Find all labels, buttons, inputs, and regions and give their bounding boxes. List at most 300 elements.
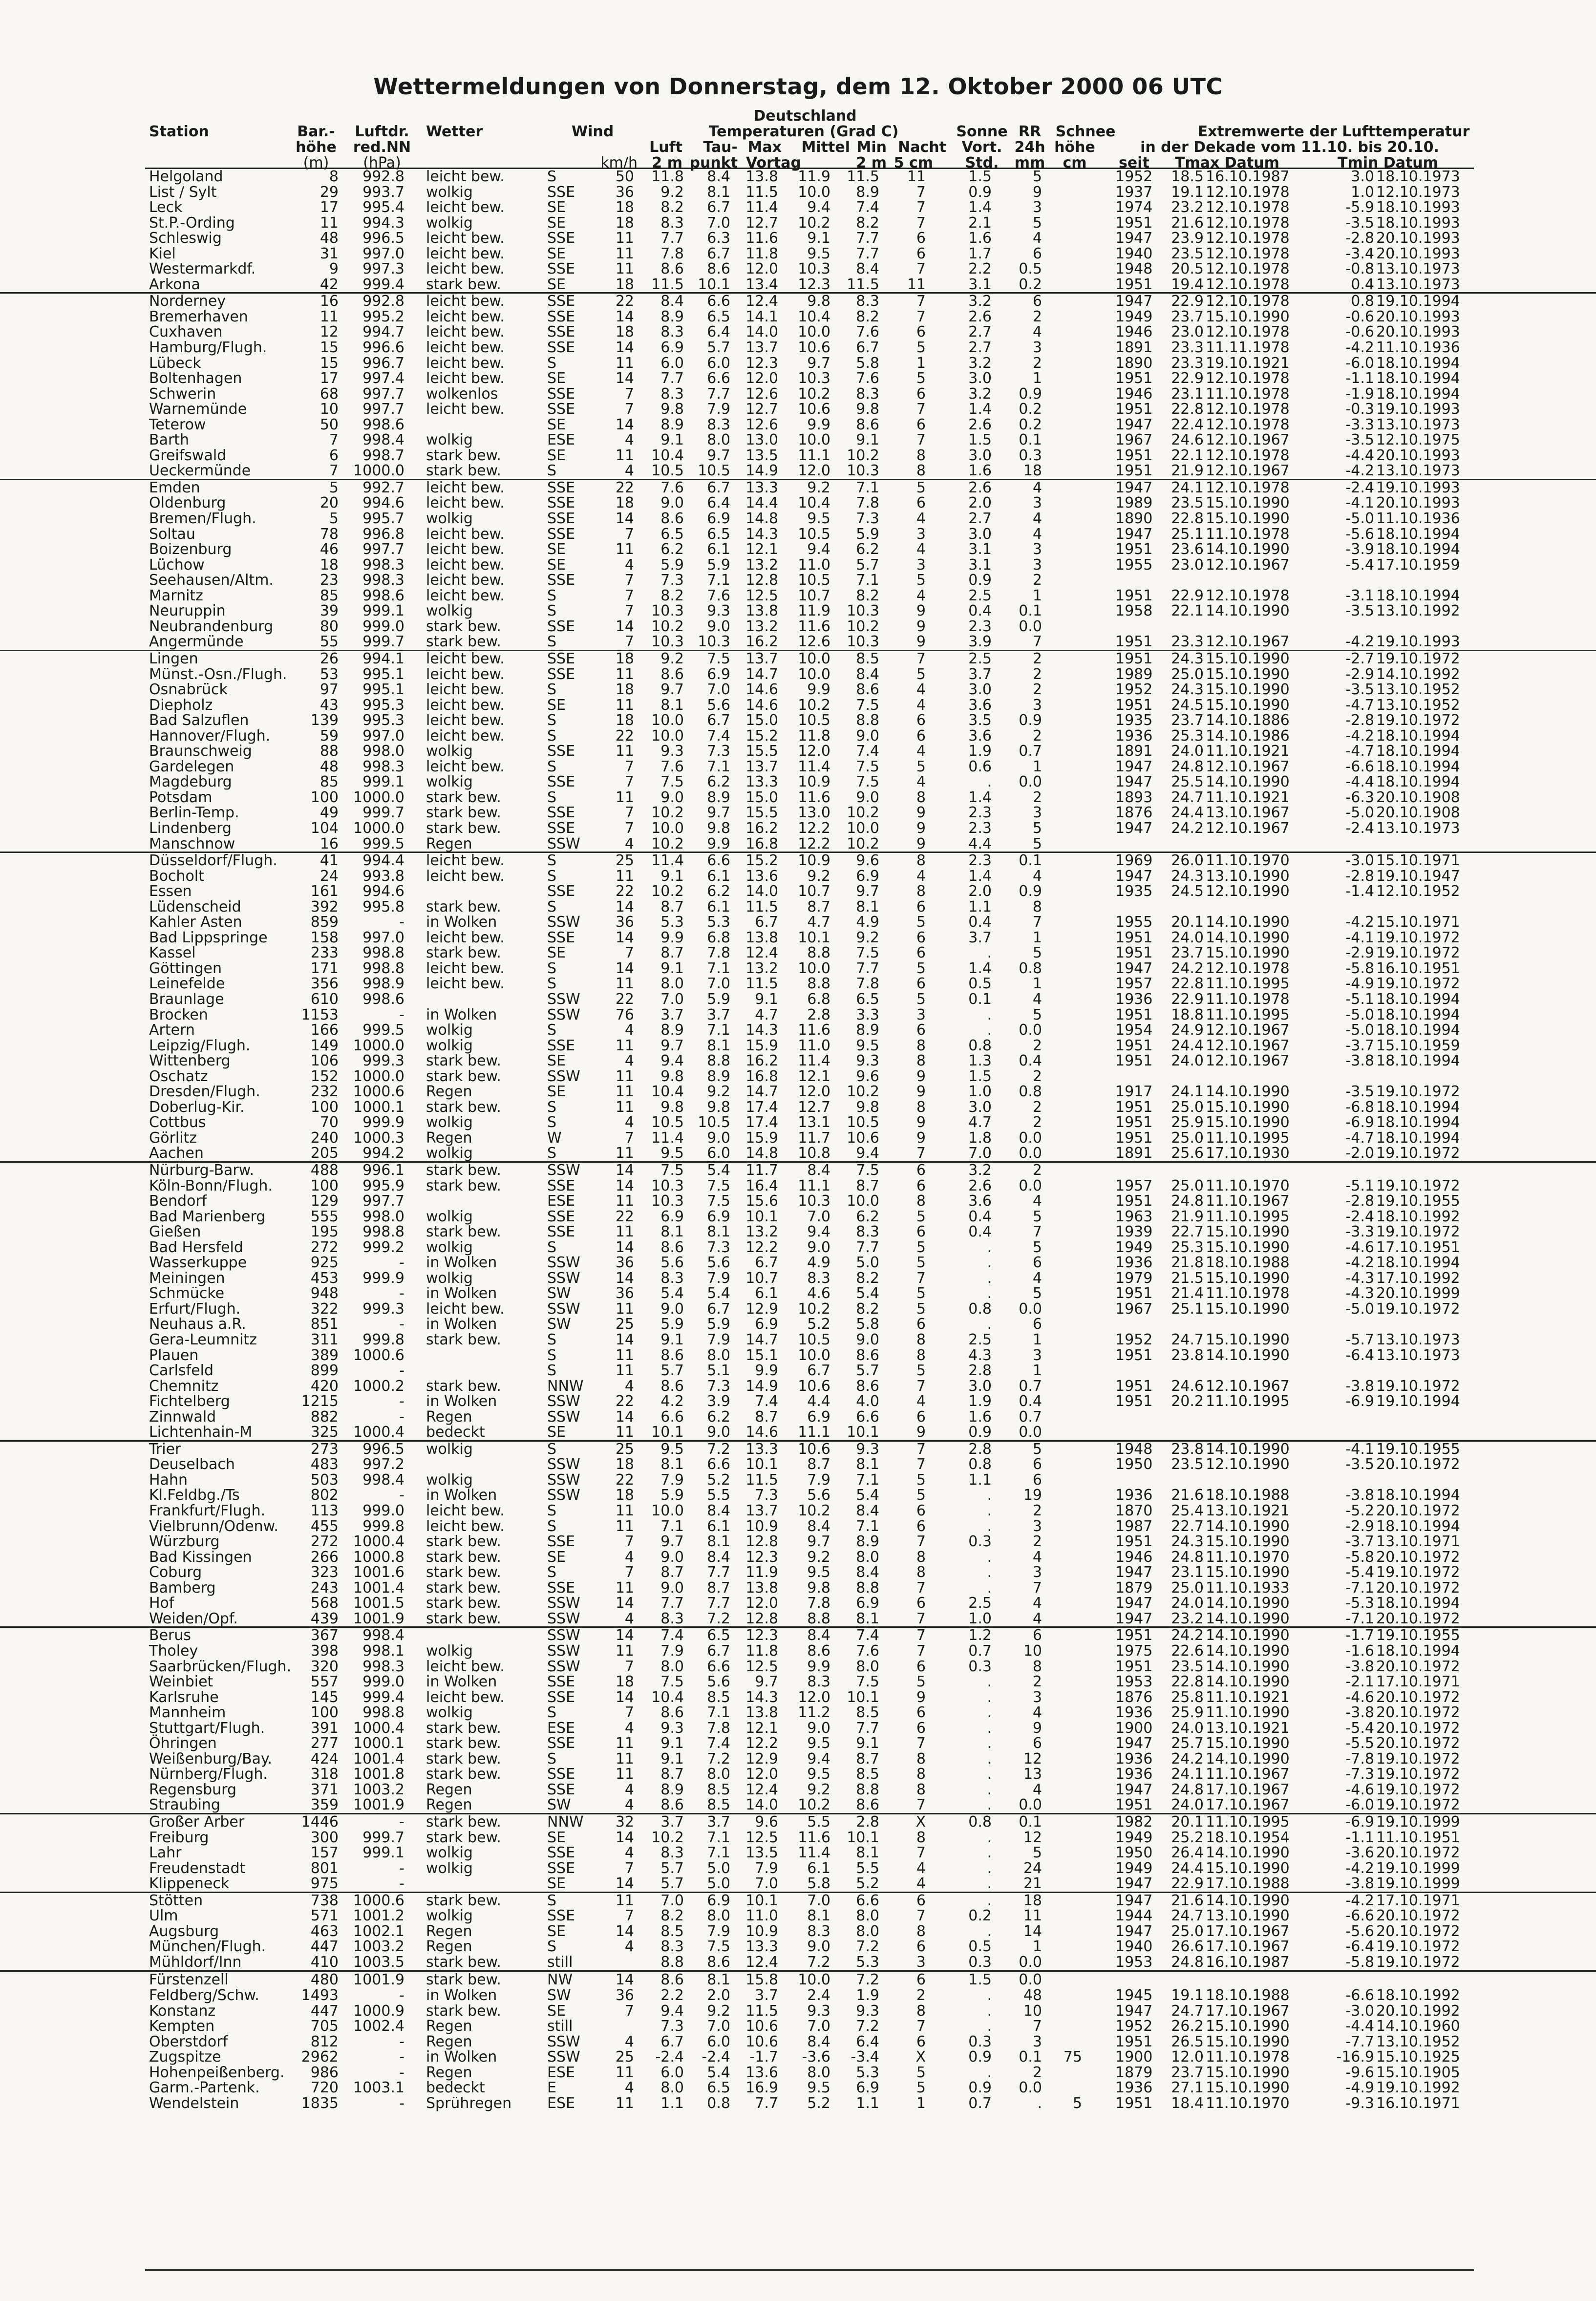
night-5cm: 4 (916, 696, 926, 714)
tmin-date: 20.10.1908 (1376, 788, 1460, 806)
station-row (0, 1240, 1596, 1256)
record-since: 1950 (1115, 1844, 1153, 1862)
tmax-value: 27.1 (1171, 2079, 1204, 2097)
sunshine: 4.3 (968, 1346, 992, 1364)
tmax-value: 23.7 (1171, 944, 1204, 962)
sunshine: . (987, 1922, 992, 1940)
mean-temp: 7.0 (807, 1208, 830, 1225)
tmin-date: 18.10.1994 (1376, 385, 1460, 403)
night-5cm: 7 (916, 293, 926, 310)
max-temp: 13.8 (745, 602, 778, 620)
tmin-date: 18.10.1994 (1376, 1595, 1460, 1612)
tmin-value: -2.9 (1345, 944, 1374, 962)
header-tmax: Tmax Datum (1175, 154, 1279, 171)
wind-speed: 14 (615, 1922, 634, 1940)
barometer-height: 243 (310, 1579, 339, 1597)
pressure: 997.0 (362, 727, 404, 745)
wind-direction: SSE (547, 929, 575, 946)
tmax-date: 14.10.1990 (1206, 1083, 1290, 1101)
record-since: 1951 (1115, 1129, 1153, 1147)
precipitation: 3 (1032, 1564, 1042, 1581)
station-name: Meiningen (149, 1269, 225, 1287)
tmax-date: 14.10.1990 (1206, 1892, 1290, 1909)
wind-speed: 7 (624, 819, 634, 837)
air-temp: 7.5 (660, 1673, 684, 1691)
station-name: Braunschweig (149, 743, 252, 760)
tmin-value: -4.9 (1345, 975, 1374, 993)
air-temp: 8.9 (660, 416, 684, 433)
weather: in Wolken (426, 1673, 497, 1691)
wind-speed: 14 (615, 339, 634, 357)
station-row (0, 2019, 1596, 2034)
station-name: Garm.-Partenk. (149, 2079, 260, 2097)
sunshine: 3.5 (968, 712, 992, 729)
max-temp: 11.0 (745, 1907, 778, 1925)
pressure: 999.9 (362, 1269, 404, 1287)
record-since: 1900 (1115, 2048, 1153, 2066)
sunshine: 2.6 (968, 308, 992, 325)
sunshine: . (987, 1859, 992, 1877)
night-5cm: 5 (916, 2079, 926, 2097)
night-5cm: 5 (916, 959, 926, 977)
pressure: 992.7 (362, 479, 404, 496)
air-temp: 9.1 (660, 959, 684, 977)
tmax-date: 12.10.1978 (1206, 183, 1290, 201)
tmin-date: 18.10.1994 (1376, 541, 1460, 558)
barometer-height: 166 (310, 1022, 339, 1039)
tmax-value: 21.5 (1171, 1269, 1204, 1287)
max-temp: 12.0 (745, 260, 778, 278)
barometer-height: 318 (310, 1766, 339, 1783)
station-row (0, 1611, 1596, 1627)
min-temp: 7.6 (856, 323, 879, 341)
tmax-value: 22.1 (1171, 602, 1204, 620)
tmin-date: 15.10.1971 (1376, 914, 1460, 931)
wind-speed: 11 (615, 1750, 634, 1768)
barometer-height: 439 (310, 1610, 339, 1627)
sunshine: 0.7 (968, 2094, 992, 2112)
mean-temp: 12.2 (798, 835, 830, 852)
mean-temp: 9.1 (807, 230, 830, 247)
barometer-height: 9 (329, 260, 339, 278)
dew-point: 8.5 (707, 1781, 730, 1798)
tmin-value: -4.4 (1345, 447, 1374, 464)
barometer-height: 371 (310, 1781, 339, 1798)
weather: stark bew. (426, 1331, 501, 1349)
tmax-value: 22.7 (1171, 1223, 1204, 1241)
min-temp: 1.9 (856, 1986, 879, 2004)
precipitation: 2 (1032, 1162, 1042, 1179)
night-5cm: 9 (916, 835, 926, 852)
air-temp: 9.7 (660, 681, 684, 699)
weather: stark bew. (426, 447, 501, 464)
max-temp: 11.9 (745, 1564, 778, 1581)
sunshine: 2.8 (968, 1440, 992, 1458)
min-temp: 9.0 (856, 1331, 879, 1349)
barometer-height: 16 (319, 835, 339, 852)
tmax-value: 23.2 (1171, 1610, 1204, 1627)
tmin-date: 20.10.1972 (1376, 1658, 1460, 1675)
pressure: 999.1 (362, 773, 404, 791)
sunshine: . (987, 1487, 992, 1504)
precipitation: 48 (1023, 1986, 1042, 2004)
min-temp: 7.4 (856, 199, 879, 216)
sunshine: . (987, 1269, 992, 1287)
pressure: 999.0 (362, 1673, 404, 1691)
tmin-date: 16.10.1951 (1376, 959, 1460, 977)
wind-direction: S (547, 1892, 557, 1909)
air-temp: 10.2 (651, 883, 684, 900)
air-temp: 3.7 (660, 1813, 684, 1831)
dew-point: 10.5 (698, 1114, 730, 1131)
dew-point: 8.4 (707, 1502, 730, 1520)
min-temp: 10.1 (847, 1424, 879, 1441)
night-5cm: 8 (916, 788, 926, 806)
snow-height: 5 (1072, 2094, 1082, 2112)
precipitation: 5 (1032, 1440, 1042, 1458)
dew-point: 8.3 (707, 416, 730, 433)
tmin-date: 19.10.1972 (1376, 1145, 1460, 1162)
station-name: Karlsruhe (149, 1688, 219, 1706)
tmax-value: 22.9 (1171, 990, 1204, 1008)
tmin-value: -5.8 (1345, 1953, 1374, 1971)
wind-direction: SSE (547, 1579, 575, 1597)
precipitation: 5 (1032, 819, 1042, 837)
wind-direction: SSE (547, 510, 575, 528)
pressure: 997.4 (362, 370, 404, 387)
wind-speed: 11 (615, 245, 634, 262)
max-temp: 16.8 (745, 1067, 778, 1085)
tmax-value: 18.5 (1171, 168, 1204, 185)
min-temp: 10.1 (847, 1688, 879, 1706)
tmax-date: 12.10.1978 (1206, 323, 1290, 341)
station-row (0, 1534, 1596, 1550)
precipitation: 2 (1032, 788, 1042, 806)
header-tau-2: punkt (689, 154, 738, 171)
mean-temp: 11.6 (798, 788, 830, 806)
tmin-date: 19.10.1999 (1376, 1813, 1460, 1831)
mean-temp: 10.4 (798, 494, 830, 512)
weather: Regen (426, 2033, 472, 2050)
pressure: 998.7 (362, 447, 404, 464)
tmax-date: 14.10.1886 (1206, 712, 1290, 729)
header-tmin: Tmin Datum (1338, 154, 1438, 171)
tmax-value: 23.5 (1171, 245, 1204, 262)
sunshine: . (987, 1875, 992, 1893)
station-name: Freudenstadt (149, 1859, 246, 1877)
mean-temp: 2.4 (807, 1986, 830, 2004)
weather: leicht bew. (426, 556, 505, 574)
sunshine: 2.3 (968, 618, 992, 635)
barometer-height: 171 (310, 959, 339, 977)
tmax-value: 25.1 (1171, 525, 1204, 543)
tmax-value: 24.8 (1171, 1193, 1204, 1210)
dew-point: 6.7 (707, 1642, 730, 1660)
dew-point: 6.7 (707, 712, 730, 729)
max-temp: 17.4 (745, 1098, 778, 1116)
station-row (0, 1053, 1596, 1069)
air-temp: 7.3 (660, 2018, 684, 2035)
wind-speed: 7 (624, 944, 634, 962)
wind-direction: SSW (547, 1254, 580, 1272)
wind-direction: SE (547, 416, 566, 433)
barometer-height: 78 (319, 525, 339, 543)
wind-direction: SE (547, 556, 566, 574)
tmax-value: 24.5 (1171, 696, 1204, 714)
min-temp: 8.9 (856, 1533, 879, 1551)
sunshine: . (987, 1238, 992, 1256)
air-temp: 5.4 (660, 1285, 684, 1302)
wind-speed: 14 (615, 1875, 634, 1893)
station-row (0, 1659, 1596, 1675)
wind-direction: SSW (547, 914, 580, 931)
dew-point: 7.1 (707, 1844, 730, 1862)
night-5cm: 7 (916, 1907, 926, 1925)
tmax-date: 14.10.1990 (1206, 773, 1290, 791)
mean-temp: 10.6 (798, 1440, 830, 1458)
tmin-date: 20.10.1972 (1376, 1922, 1460, 1940)
weather: stark bew. (426, 1548, 501, 1566)
tmax-date: 11.10.1921 (1206, 743, 1290, 760)
station-row (0, 1224, 1596, 1240)
record-since: 1879 (1115, 1579, 1153, 1597)
station-row (0, 261, 1596, 277)
max-temp: 16.2 (745, 819, 778, 837)
weather: wolkig (426, 1907, 473, 1925)
station-name: Nürnberg/Flugh. (149, 1766, 268, 1783)
pressure: - (399, 1316, 404, 1333)
wind-direction: NNW (547, 1813, 584, 1831)
tmin-date: 18.10.1994 (1376, 370, 1460, 387)
tmin-value: -0.3 (1345, 401, 1374, 418)
wind-direction: SSW (547, 2033, 580, 2050)
dew-point: 8.4 (707, 168, 730, 185)
station-row (0, 1797, 1596, 1813)
station-name: Lüdenscheid (149, 898, 241, 916)
tmax-value: 24.8 (1171, 1953, 1204, 1971)
night-5cm: 5 (916, 1471, 926, 1489)
weather: wolkig (426, 1208, 473, 1225)
wind-speed: 36 (615, 1986, 634, 2004)
tmax-date: 14.10.1986 (1206, 727, 1290, 745)
mean-temp: 9.5 (807, 2079, 830, 2097)
tmax-value: 23.8 (1171, 1346, 1204, 1364)
night-5cm: 7 (916, 1610, 926, 1627)
night-5cm: 4 (916, 541, 926, 558)
tmin-date: 20.10.1972 (1376, 1704, 1460, 1722)
tmax-date: 12.10.1967 (1206, 462, 1290, 480)
precipitation: 1 (1032, 370, 1042, 387)
wind-direction: SSE (547, 260, 575, 278)
station-name: Mannheim (149, 1704, 226, 1722)
barometer-height: 12 (319, 323, 339, 341)
station-row (0, 1861, 1596, 1876)
wind-speed: 11 (615, 354, 634, 372)
air-temp: 5.9 (660, 1487, 684, 1504)
wind-speed: 11 (615, 1098, 634, 1116)
mean-temp: 11.4 (798, 758, 830, 775)
pressure: 1000.2 (353, 1377, 404, 1395)
tmin-value: -5.4 (1345, 1719, 1374, 1737)
station-row (0, 698, 1596, 713)
station-name: Weißenburg/Bay. (149, 1750, 273, 1768)
barometer-height: 488 (310, 1162, 339, 1179)
tmax-value: 23.5 (1171, 1658, 1204, 1675)
precipitation: 18 (1023, 462, 1042, 480)
tmax-date: 14.10.1990 (1206, 1627, 1290, 1644)
pressure: 1001.8 (353, 1766, 404, 1783)
record-since: 1947 (1115, 1892, 1153, 1909)
wind-speed: 7 (624, 385, 634, 403)
dew-point: 6.7 (707, 245, 730, 262)
dew-point: 6.0 (707, 354, 730, 372)
min-temp: 9.0 (856, 727, 879, 745)
night-5cm: 3 (916, 556, 926, 574)
night-5cm: 4 (916, 587, 926, 604)
wind-direction: SSE (547, 479, 575, 496)
mean-temp: 8.6 (807, 1642, 830, 1660)
tmax-value: 26.0 (1171, 852, 1204, 870)
station-row (0, 884, 1596, 899)
weather: leicht bew. (426, 975, 505, 993)
max-temp: 12.6 (745, 416, 778, 433)
tmin-value: -6.8 (1345, 1098, 1374, 1116)
wind-direction: still (547, 1953, 573, 1971)
tmin-value: -3.0 (1345, 2002, 1374, 2020)
barometer-height: 300 (310, 1829, 339, 1846)
precipitation: 3 (1032, 339, 1042, 357)
barometer-height: 113 (310, 1502, 339, 1520)
header-sonne-2: Vort. (961, 139, 1002, 156)
header-temp-group: Temperaturen (Grad C) (708, 123, 899, 140)
mean-temp: 7.0 (807, 1892, 830, 1909)
tmax-value: 19.1 (1171, 1986, 1204, 2004)
weather: Regen (426, 1781, 472, 1798)
header-max-1: Max (747, 139, 782, 156)
station-row (0, 1767, 1596, 1782)
dew-point: 6.6 (707, 293, 730, 310)
record-since: 1957 (1115, 1177, 1153, 1194)
dew-point: 8.0 (707, 431, 730, 449)
tmin-value: -1.1 (1345, 1829, 1374, 1846)
mean-temp: 9.2 (807, 1781, 830, 1798)
pressure: 999.4 (362, 1688, 404, 1706)
min-temp: 6.4 (856, 2033, 879, 2050)
sunshine: . (987, 1517, 992, 1535)
precipitation: 2 (1032, 727, 1042, 745)
wind-direction: SSW (547, 1456, 580, 1473)
station-name: Erfurt/Flugh. (149, 1300, 241, 1318)
precipitation: 10 (1023, 1642, 1042, 1660)
tmin-value: -5.0 (1345, 804, 1374, 822)
wind-direction: S (547, 852, 557, 870)
tmin-date: 19.10.1972 (1376, 929, 1460, 946)
tmax-date: 15.10.1990 (1206, 494, 1290, 512)
dew-point: 7.9 (707, 401, 730, 418)
barometer-height: 1215 (301, 1393, 339, 1410)
barometer-height: 356 (310, 975, 339, 993)
barometer-height: 986 (310, 2064, 339, 2081)
tmax-date: 18.10.1988 (1206, 1986, 1290, 2004)
wind-direction: SSE (547, 1844, 575, 1862)
wind-direction: S (547, 867, 557, 885)
min-temp: 8.1 (856, 1844, 879, 1862)
tmin-date: 19.10.1972 (1376, 712, 1460, 729)
tmin-date: 19.10.1972 (1376, 1938, 1460, 1956)
night-5cm: 4 (916, 510, 926, 528)
station-name: Manschnow (149, 835, 235, 852)
weather: stark bew. (426, 1223, 501, 1241)
pressure: - (399, 1487, 404, 1504)
pressure: 998.9 (362, 975, 404, 993)
pressure: - (399, 2033, 404, 2050)
air-temp: 7.8 (660, 245, 684, 262)
tmax-date: 15.10.1990 (1206, 1331, 1290, 1349)
header-schnee-2: höhe (1054, 139, 1095, 156)
night-5cm: 6 (916, 1704, 926, 1722)
mean-temp: 5.2 (807, 2094, 830, 2112)
station-name: Bremerhaven (149, 308, 248, 325)
header-extrem-1: Extremwerte der Lufttemperatur (1197, 123, 1470, 140)
precipitation: 2 (1032, 681, 1042, 699)
station-name: Kempten (149, 2018, 215, 2035)
tmin-date: 20.10.1993 (1376, 494, 1460, 512)
sunshine: . (987, 1796, 992, 1814)
precipitation: 5 (1032, 1208, 1042, 1225)
max-temp: 13.3 (745, 773, 778, 791)
night-5cm: 6 (916, 1517, 926, 1535)
sunshine: 0.4 (968, 914, 992, 931)
tmax-value: 24.7 (1171, 1331, 1204, 1349)
tmin-date: 19.10.1972 (1376, 1177, 1460, 1194)
precipitation: 6 (1032, 1254, 1042, 1272)
tmax-value: 23.6 (1171, 541, 1204, 558)
min-temp: 5.3 (856, 2064, 879, 2081)
pressure: 995.4 (362, 199, 404, 216)
max-temp: 12.3 (745, 1627, 778, 1644)
wind-speed: 18 (615, 276, 634, 293)
tmax-value: 25.0 (1171, 1098, 1204, 1116)
tmin-value: -7.8 (1345, 1750, 1374, 1768)
weather: stark bew. (426, 1971, 501, 1989)
max-temp: 7.9 (755, 1859, 778, 1877)
air-temp: 8.6 (660, 1796, 684, 1814)
night-5cm: 9 (916, 819, 926, 837)
station-row (0, 945, 1596, 961)
pressure: 996.7 (362, 354, 404, 372)
station-row (0, 1988, 1596, 2003)
dew-point: 9.7 (707, 804, 730, 822)
wind-speed: 4 (624, 556, 634, 574)
wind-direction: SE (547, 541, 566, 558)
dew-point: 6.9 (707, 665, 730, 683)
max-temp: 14.0 (745, 1796, 778, 1814)
air-temp: 10.2 (651, 804, 684, 822)
mean-temp: 11.0 (798, 1037, 830, 1054)
tmax-value: 25.7 (1171, 1735, 1204, 1752)
mean-temp: 10.0 (798, 183, 830, 201)
pressure: 1000.0 (353, 819, 404, 837)
air-temp: 7.6 (660, 479, 684, 496)
weather: wolkig (426, 431, 473, 449)
wind-direction: SSW (547, 1006, 580, 1023)
tmax-date: 12.10.1967 (1206, 1037, 1290, 1054)
tmin-value: -1.9 (1345, 385, 1374, 403)
wind-direction: SSW (547, 1067, 580, 1085)
dew-point: 3.9 (707, 1393, 730, 1410)
tmax-value: 20.2 (1171, 1393, 1204, 1410)
pressure: 995.2 (362, 308, 404, 325)
